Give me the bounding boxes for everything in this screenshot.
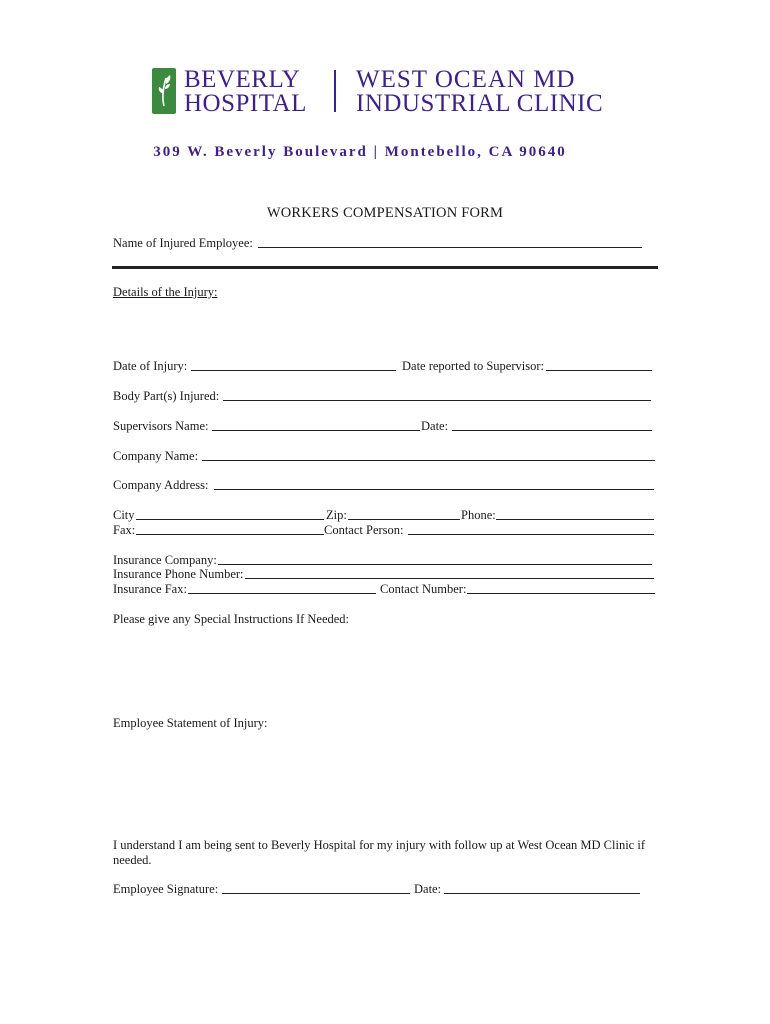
clinic-name-line2: INDUSTRIAL CLINIC [356,90,604,117]
clinic-name-line1: WEST OCEAN MD [356,66,576,93]
fax-field[interactable] [136,534,324,535]
company-name-field[interactable] [202,460,655,461]
signature-date-field[interactable] [444,893,640,894]
logo-divider [334,70,336,112]
body-parts-label: Body Part(s) Injured: [113,389,220,403]
section-divider [112,266,658,269]
employee-statement-label: Employee Statement of Injury: [113,716,268,730]
insurance-company-field[interactable] [218,564,652,565]
insurance-fax-field[interactable] [188,593,376,594]
name-of-injured-employee-field[interactable] [258,247,642,248]
employee-signature-label: Employee Signature: [113,882,219,896]
clinic-address: 309 W. Beverly Boulevard | Montebello, CA 90640 [153,144,567,160]
details-of-injury-area[interactable] [113,305,653,350]
contact-number-field[interactable] [467,593,655,594]
date-of-injury-label: Date of Injury: [113,359,188,373]
name-of-injured-employee-label: Name of Injured Employee: [113,236,253,250]
company-address-label: Company Address: [113,478,209,492]
supervisors-name-field[interactable] [212,430,420,431]
date-reported-label: Date reported to Supervisor: [402,359,544,373]
leaf-icon [152,68,176,114]
insurance-fax-label: Insurance Fax: [113,582,187,596]
zip-label: Zip: [326,508,347,522]
fax-label: Fax: [113,523,136,537]
details-of-injury-label: Details of the Injury: [113,285,218,299]
contact-person-field[interactable] [408,534,654,535]
city-field[interactable] [136,519,324,520]
date-of-injury-field[interactable] [191,370,396,371]
supervisor-date-field[interactable] [452,430,652,431]
beverly-hospital-logo-mark [152,68,176,114]
supervisors-name-label: Supervisors Name: [113,419,209,433]
special-instructions-label: Please give any Special Instructions If Needed: [113,612,350,626]
hospital-name-line1: BEVERLY [184,66,301,93]
hospital-name-line2: HOSPITAL [184,90,307,117]
special-instructions-area[interactable] [113,632,653,702]
contact-number-label: Contact Number: [380,582,467,596]
signature-date-label: Date: [414,882,442,896]
date-reported-field[interactable] [546,370,652,371]
zip-field[interactable] [348,519,460,520]
contact-person-label: Contact Person: [324,523,404,537]
insurance-company-label: Insurance Company: [113,553,217,567]
body-parts-field[interactable] [223,400,651,401]
phone-field[interactable] [496,519,654,520]
insurance-phone-label: Insurance Phone Number: [113,567,244,581]
company-address-field[interactable] [214,489,654,490]
acknowledgement-line2: needed. [113,853,152,867]
insurance-phone-field[interactable] [245,578,654,579]
form-title: WORKERS COMPENSATION FORM [266,205,504,221]
company-name-label: Company Name: [113,449,199,463]
city-label: City [113,508,135,522]
employee-statement-area[interactable] [113,736,653,826]
phone-label: Phone: [461,508,496,522]
acknowledgement-line1: I understand I am being sent to Beverly Hospital for my injury with follow up at West Ocean MD Clinic if [113,838,645,852]
supervisor-date-label: Date: [421,419,449,433]
employee-signature-field[interactable] [222,893,410,894]
